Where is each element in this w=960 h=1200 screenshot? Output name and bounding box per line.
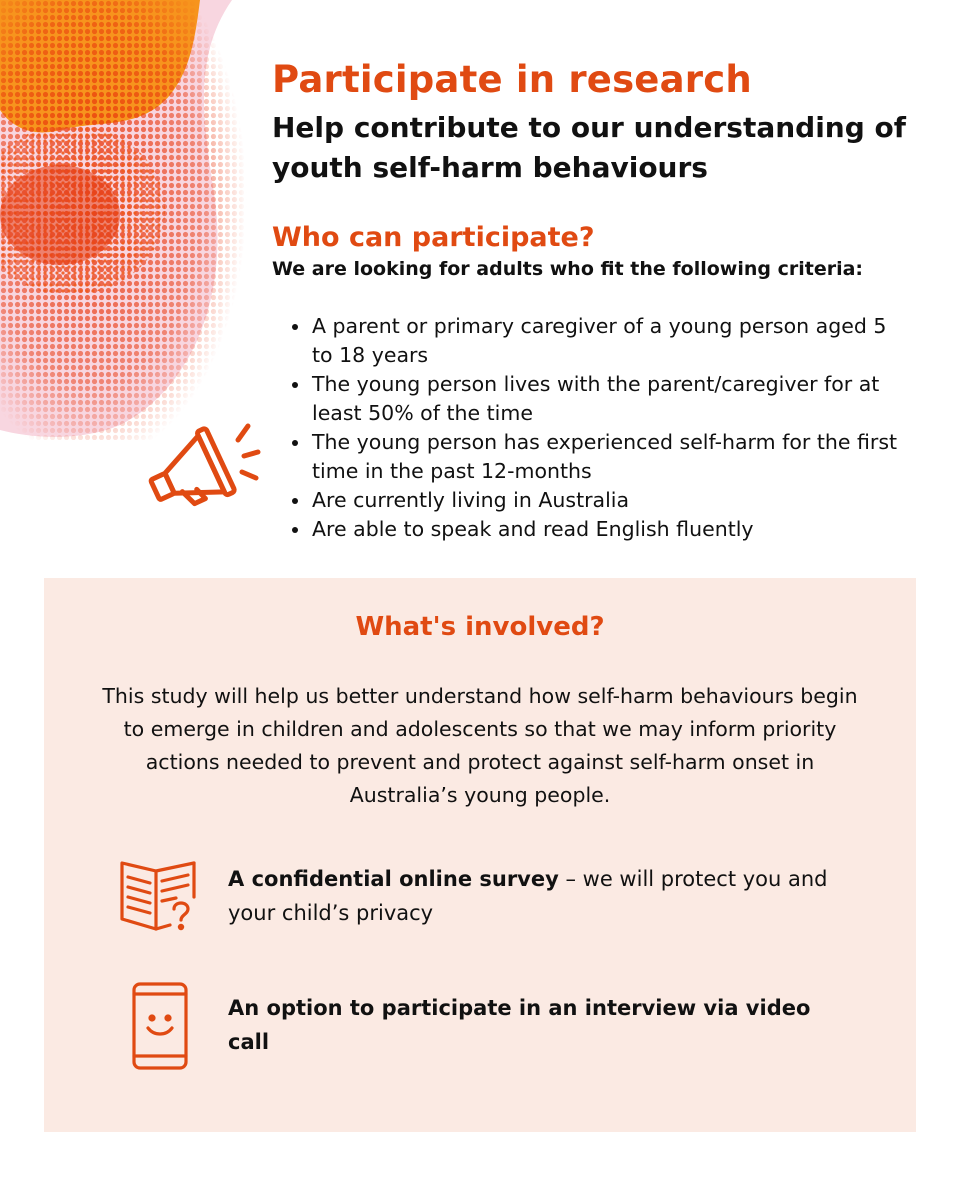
page-title: Participate in research [272, 58, 752, 101]
criteria-item: Are able to speak and read English fluently [312, 515, 912, 544]
feature-survey [228, 862, 828, 930]
eligibility-intro: We are looking for adults who fit the following criteria: [272, 258, 864, 280]
criteria-item: Are currently living in Australia [312, 486, 912, 515]
decorative-halftone-blob [0, 0, 260, 440]
criteria-item: A parent or primary caregiver of a young person aged 5 to 18 years [312, 312, 912, 370]
megaphone-icon [140, 418, 262, 508]
video-call-phone-icon [130, 980, 190, 1072]
page-subtitle: Help contribute to our understanding of youth self-harm behaviours [272, 111, 906, 184]
involved-heading: What's involved? [355, 612, 605, 642]
criteria-item: The young person has experienced self-harm for the first time in the past 12-months [312, 428, 912, 486]
feature-interview: An option to participate in an interview via video call [228, 996, 811, 1054]
survey-book-icon [118, 857, 198, 933]
involved-description: This study will help us better understand how self-harm behaviours begin to emerge in children and adolescents so that we may inform priority actions needed to prevent and protect against self-harm onset in Australia’s young people. [102, 684, 858, 807]
eligibility-heading: Who can participate? [272, 222, 595, 253]
criteria-item: The young person lives with the parent/caregiver for at least 50% of the time [312, 370, 912, 428]
feature-survey-title: A confidential online survey [228, 867, 559, 891]
feature-survey-detail: – we will protect you and your child’s privacy [228, 867, 828, 925]
criteria-list [312, 312, 912, 544]
